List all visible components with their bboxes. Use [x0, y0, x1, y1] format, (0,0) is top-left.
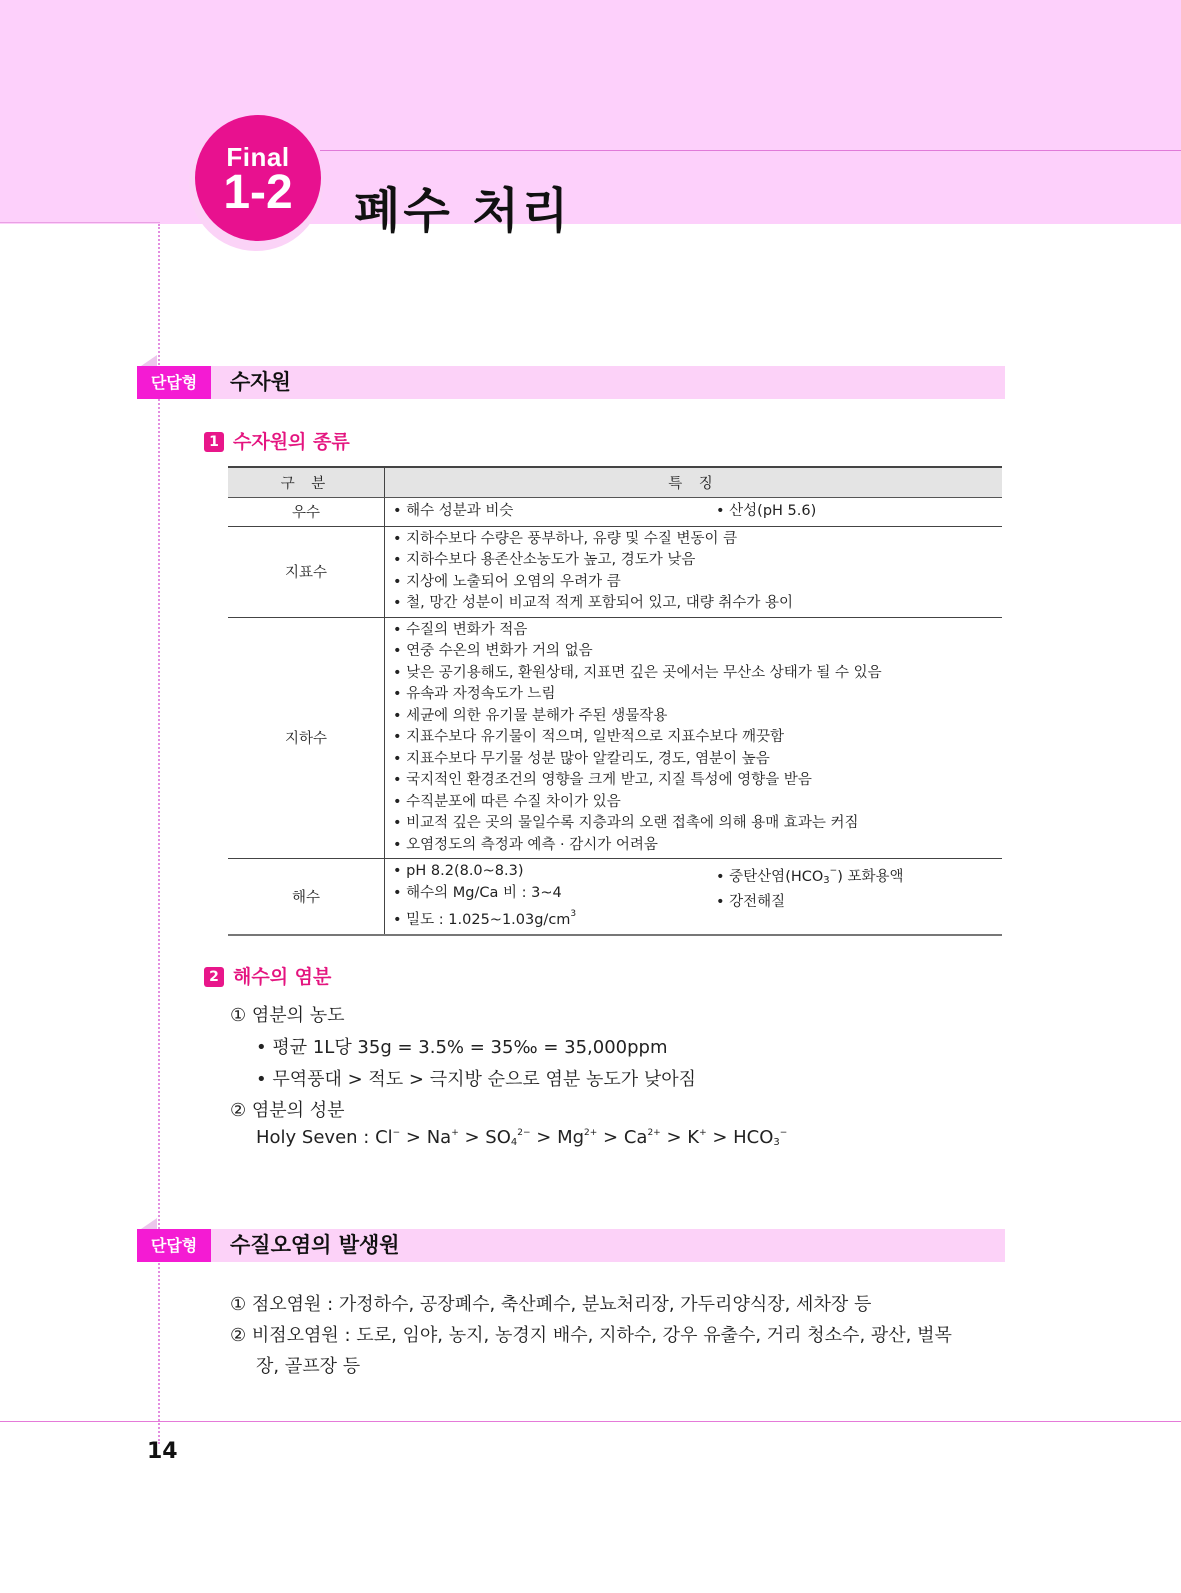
feature-line: • 지하수보다 수량은 풍부하나, 유량 및 수질 변동이 큼 [393, 530, 738, 547]
header-rule [320, 150, 1181, 151]
section-bar [211, 366, 1005, 399]
row-features [385, 498, 1003, 527]
pollution-item-1: ① 점오염원 : 가정하수, 공장폐수, 축산폐수, 분뇨처리장, 가두리양식장, 세차장 등 [230, 1294, 872, 1315]
chapter-title: 폐수 처리 [354, 183, 572, 239]
ion-mg: > Mg [530, 1127, 585, 1148]
feature-line: • 해수 성분과 비슷 [393, 503, 514, 519]
subsection-title: 수자원의 종류 [233, 431, 350, 453]
salt-bullet-1: • 평균 1L당 35g = 3.5% = 35‰ = 35,000ppm [256, 1037, 668, 1058]
feature-line: • 해수의 Mg/Ca 비 : 3~4 [393, 884, 562, 901]
badge-label: Final [226, 142, 290, 172]
holy-seven-label: Holy Seven : Cl [256, 1127, 393, 1148]
ion-ca: > Ca [597, 1127, 648, 1148]
tab-corner [141, 355, 157, 366]
bicarbonate-text: • 중탄산염(HCO [716, 869, 824, 885]
row-category: 지하수 [228, 617, 385, 859]
tab-corner [141, 1218, 157, 1229]
subsection-title: 해수의 염분 [233, 966, 332, 988]
row-category: 우수 [228, 498, 385, 527]
table-row [228, 859, 1002, 935]
feature-line: • 지하수보다 용존산소농도가 높고, 경도가 낮음 [393, 552, 696, 568]
ion-charge: − [392, 1128, 401, 1138]
water-source-table [228, 466, 1002, 936]
feature-line: • 세균에 의한 유기물 분해가 주된 생물작용 [393, 707, 668, 724]
section-28-header [137, 366, 1005, 425]
page-number: 14 [147, 1439, 178, 1464]
table-row [228, 498, 1002, 527]
density-text: • 밀도 : 1.025~1.03g/cm [393, 912, 571, 928]
feature-line: • 수직분포에 따른 수질 차이가 있음 [393, 793, 621, 810]
row-features [385, 526, 1003, 617]
salt-item-2: ② 염분의 성분 [230, 1100, 345, 1121]
feature-line: • 산성(pH 5.6) [716, 503, 817, 519]
subscript: 3 [823, 875, 830, 886]
bicarbonate-text-end: ) 포화용액 [837, 869, 904, 885]
header-category: 구 분 [228, 467, 385, 498]
section-tag: 단답형 29 [137, 1229, 211, 1262]
chapter-badge [195, 115, 321, 241]
feature-line: • 철, 망간 성분이 비교적 적게 포함되어 있고, 대량 취수가 용이 [393, 595, 794, 611]
ion-charge: 2+ [647, 1128, 661, 1138]
row-category: 지표수 [228, 526, 385, 617]
feature-line [716, 861, 994, 892]
table-row [228, 617, 1002, 859]
feature-line: • 강전해질 [716, 893, 786, 910]
ion-so4: > SO [458, 1127, 511, 1148]
badge-number: 1-2 [223, 166, 293, 219]
subsection-number: 2 [204, 967, 224, 987]
feature-line: • 낮은 공기용해도, 환원상태, 지표면 깊은 곳에서는 무산소 상태가 될 수 있음 [393, 664, 882, 681]
row-features [385, 859, 1003, 935]
superscript: − [829, 866, 838, 876]
footer-rule [0, 1421, 1181, 1422]
feature-line: • 유속과 자정속도가 느림 [393, 686, 556, 702]
pollution-item-2: ② 비점오염원 : 도로, 임야, 농지, 농경지 배수, 지하수, 강우 유출수, 거리 청소수, 광산, 벌목 [230, 1325, 952, 1346]
section-29-header [137, 1229, 1005, 1288]
ion-subscript: 3 [773, 1137, 780, 1148]
feature-line: • 지표수보다 유기물이 적으며, 일반적으로 지표수보다 깨끗함 [393, 729, 784, 745]
ion-hco3: > HCO [706, 1127, 774, 1148]
subsection-2-heading [204, 962, 331, 989]
ion-charge: − [779, 1128, 788, 1138]
band-edge [0, 222, 160, 223]
ion-charge: + [451, 1128, 459, 1138]
subsection-1-heading [204, 427, 350, 454]
salt-item-1: ① 염분의 농도 [230, 1005, 345, 1026]
table-header-row [228, 467, 1002, 498]
feature-line: • 연중 수온의 변화가 거의 없음 [393, 643, 593, 659]
ion-subscript: 4 [510, 1137, 518, 1148]
feature-line: • pH 8.2(8.0~8.3) [393, 863, 524, 879]
feature-line: • 지표수보다 무기물 성분 많아 알칼리도, 경도, 염분이 높음 [393, 750, 770, 767]
section-title: 수자원 [230, 370, 291, 394]
ion-k: > K [660, 1127, 700, 1148]
subsection-number: 1 [204, 432, 224, 452]
feature-line: • 오염정도의 측정과 예측 · 감시가 어려움 [393, 836, 658, 853]
header-features: 특 징 [385, 467, 1003, 498]
holy-seven-line [256, 1127, 787, 1148]
section-title: 수질오염의 발생원 [230, 1233, 400, 1257]
feature-line: • 수질의 변화가 적음 [393, 621, 528, 638]
feature-line [393, 904, 716, 932]
salt-bullet-2: • 무역풍대 > 적도 > 극지방 순으로 염분 농도가 낮아짐 [256, 1069, 697, 1090]
feature-line: • 비교적 깊은 곳의 물일수록 지층과의 오랜 접촉에 의해 용매 효과는 커짐 [393, 815, 859, 831]
feature-line: • 국지적인 환경조건의 영향을 크게 받고, 지질 특성에 영향을 받음 [393, 772, 812, 788]
ion-na: > Na [400, 1127, 452, 1148]
table-row [228, 526, 1002, 617]
ion-charge: 2+ [584, 1128, 598, 1138]
section-tag: 단답형 28 [137, 366, 211, 399]
ion-charge: 2− [517, 1128, 531, 1138]
feature-line: • 지상에 노출되어 오염의 우려가 큼 [393, 573, 621, 590]
row-features [385, 617, 1003, 859]
ion-charge: + [699, 1128, 707, 1138]
pollution-item-2-cont: 장, 골프장 등 [256, 1356, 361, 1377]
cubic-superscript: 3 [570, 909, 577, 919]
header-band [0, 0, 1181, 224]
row-category: 해수 [228, 859, 385, 935]
